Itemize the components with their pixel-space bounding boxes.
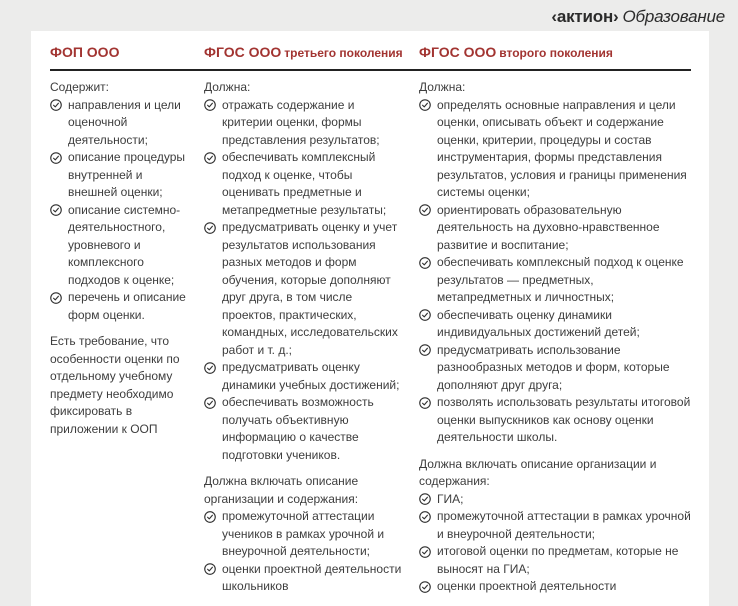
list-item-text: промежуточной аттестации в рамках урочной и внеурочной деятельности;	[437, 509, 691, 541]
column-header-fgos-3	[204, 44, 403, 60]
check-circle-icon	[50, 152, 62, 164]
list-item	[419, 202, 691, 255]
list-item-text: позволять использовать результаты итоговой оценки выпускников как основу оценки деятельности школы.	[437, 395, 691, 444]
comparison-table-card	[31, 31, 709, 606]
table-header-row	[50, 44, 691, 71]
column-intro: Содержит:	[50, 80, 109, 94]
list-item-text: ориентировать образовательную деятельность на духовно-нравственное развитие и воспитание;	[437, 202, 660, 252]
list-item-text: описание процедуры внутренней и внешней оценки;	[68, 150, 186, 199]
check-circle-icon	[419, 546, 431, 558]
list-item-text: обеспечивать комплексный подход к оценке результатов — предметных, метапредметных и личностных;	[437, 255, 684, 304]
column-header-text: ФОП ООО	[50, 44, 120, 60]
check-circle-icon	[204, 362, 216, 374]
logo-brand: ‹актион›	[551, 7, 619, 26]
list-item	[204, 97, 403, 150]
column-header-subtext: третьего поколения	[284, 46, 403, 60]
list-item-text: оценки проектной деятельности	[437, 579, 617, 593]
list-item-text: перечень и описание форм оценки.	[68, 290, 186, 322]
list-item	[419, 254, 691, 307]
check-circle-icon	[50, 292, 62, 304]
check-circle-icon	[204, 152, 216, 164]
list-item	[419, 307, 691, 342]
list-item	[204, 508, 403, 561]
list-item	[419, 508, 691, 543]
list-item	[50, 149, 188, 202]
check-circle-icon	[419, 344, 431, 356]
list-item-text: отражать содержание и критерии оценки, формы представления результатов;	[222, 97, 380, 147]
list-item-text: определять основные направления и цели оценки, описывать объект и содержание оценки, критерии, процедуры и состав инструментария, формы представления результатов, условия и границы применения системы оценки;	[437, 97, 687, 199]
list-item-text: описание системно-деятельностного, уровневого и комплексного подходов к оценке;	[68, 202, 181, 287]
list-item	[419, 97, 691, 202]
column-intro: Должна:	[419, 80, 466, 94]
column-fop-ooo	[50, 79, 188, 596]
column-header-fgos-2	[419, 44, 691, 60]
column-second-intro: Должна включать описание организации и содержания:	[419, 456, 657, 488]
check-circle-icon	[419, 397, 431, 409]
list-item	[419, 394, 691, 447]
check-circle-icon	[50, 99, 62, 111]
list-item	[204, 149, 403, 219]
column-header-fop-ooo	[50, 44, 188, 60]
list-item-text: оценки проектной деятельности школьников	[222, 561, 402, 593]
check-list	[419, 491, 691, 596]
list-item-text: предусматривать оценку динамики учебных достижений;	[222, 360, 400, 392]
list-item-text: направления и цели оценочной деятельности;	[68, 97, 181, 147]
list-item	[50, 202, 188, 290]
list-item-text: обеспечивать комплексный подход к оценке, чтобы оценивать предметные и метапредметные результаты;	[222, 150, 387, 217]
check-circle-icon	[204, 222, 216, 234]
list-item-text: промежуточной аттестации учеников в рамках урочной и внеурочной деятельности;	[222, 509, 385, 558]
list-item	[204, 561, 403, 596]
list-item	[419, 342, 691, 395]
check-list	[204, 97, 403, 465]
column-intro: Должна:	[204, 80, 251, 94]
list-item	[204, 359, 403, 394]
column-fgos-third-gen	[204, 79, 403, 596]
list-item-text: предусматривать использование разнообразных методов и форм, которые дополняют друг друга;	[437, 342, 670, 392]
check-circle-icon	[204, 511, 216, 523]
check-circle-icon	[419, 309, 431, 321]
list-item	[50, 97, 188, 150]
column-note: Есть требование, что особенности оценки по отдельному учебному предмету необходимо фиксировать в приложении к ООП	[50, 334, 180, 436]
check-list	[204, 508, 403, 596]
check-circle-icon	[419, 257, 431, 269]
column-fgos-second-gen	[419, 79, 691, 596]
list-item-text: обеспечивать оценку динамики индивидуальных достижений детей;	[437, 307, 640, 339]
check-circle-icon	[419, 511, 431, 523]
list-item-text: ГИА;	[437, 491, 464, 506]
list-item-text: предусматривать оценку и учет результатов использования разных методов и форм обучения, которые дополняют друг друга, в том числе проектов, практических, командных, исследовательских работ и т. д.;	[222, 220, 398, 357]
list-item	[50, 289, 188, 324]
list-item	[204, 394, 403, 464]
check-list	[419, 97, 691, 447]
column-header-subtext: второго поколения	[499, 46, 613, 60]
list-item-text: итоговой оценки по предметам, которые не выносят на ГИА;	[437, 544, 679, 576]
table-body-row	[50, 71, 691, 596]
check-circle-icon	[204, 99, 216, 111]
check-circle-icon	[419, 204, 431, 216]
check-circle-icon	[419, 581, 431, 593]
aktion-obrazovanie-logo	[551, 7, 725, 27]
column-header-text: ФГОС ООО	[419, 44, 497, 60]
check-list	[50, 97, 188, 325]
check-circle-icon	[50, 204, 62, 216]
list-item	[419, 543, 691, 578]
list-item	[204, 219, 403, 359]
check-circle-icon	[419, 99, 431, 111]
list-item	[419, 491, 691, 509]
check-circle-icon	[204, 397, 216, 409]
check-circle-icon	[419, 493, 431, 505]
list-item	[419, 578, 691, 596]
logo-product: Образование	[622, 7, 725, 26]
list-item-text: обеспечивать возможность получать объективную информацию о качестве подготовки учеников.	[222, 395, 374, 462]
check-circle-icon	[204, 563, 216, 575]
column-second-intro: Должна включать описание организации и содержания:	[204, 474, 359, 506]
column-header-text: ФГОС ООО	[204, 44, 282, 60]
